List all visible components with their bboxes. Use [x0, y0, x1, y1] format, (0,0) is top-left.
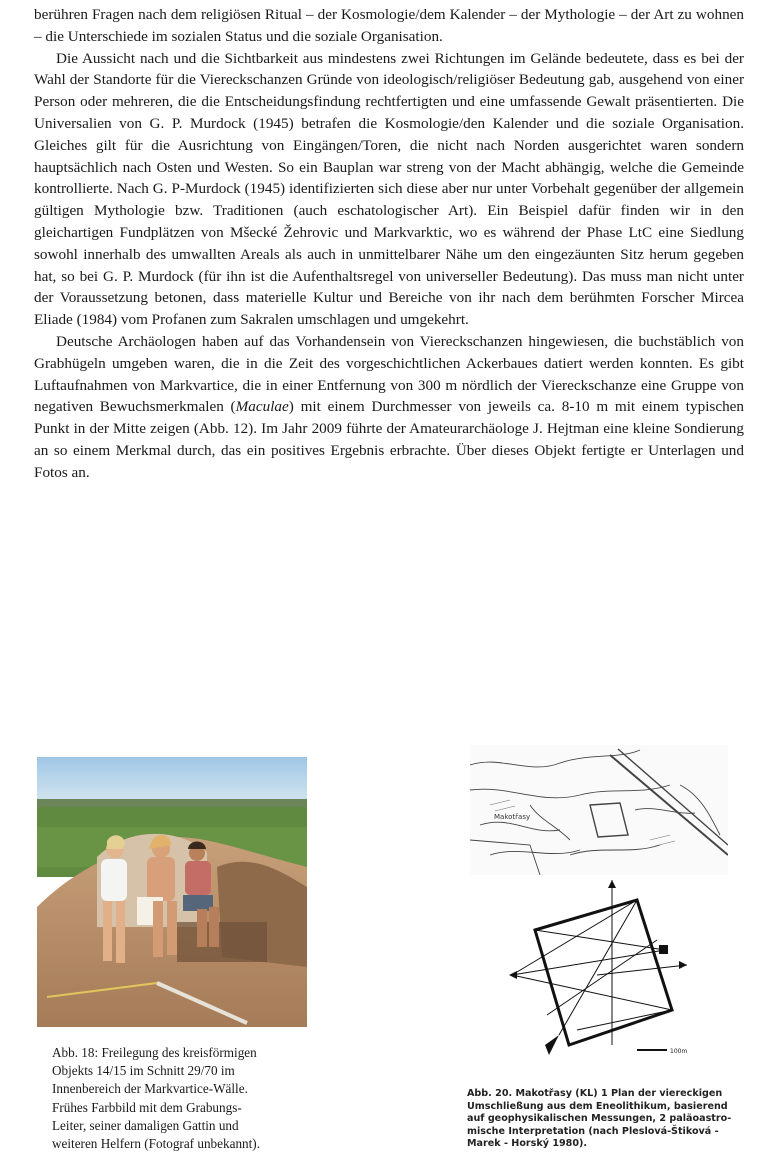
paragraph-3-part-b: ) mit einem Durchmesser von jeweils ca. 8-10 m mit einem typischen Punkt in der Mitte zeigen (Abb. 12). Im Jahr 2009 führte der Amateurarchäologe J. Hejtman eine kleine Sondierung an so einem Merkmal durch, das ein positives Ergebnis erbrachte. Über dieses Objekt fertigte er Unterlagen und Fotos an.: [34, 398, 744, 481]
figure-20-caption: [467, 1088, 752, 1151]
figure-18-caption: [52, 1044, 322, 1153]
body-text: [34, 4, 744, 484]
caption-line: mische Interpretation (nach Pleslová-Štiková -: [467, 1125, 719, 1137]
site-map: [470, 745, 728, 875]
caption-line: Objekts 14/15 im Schnitt 29/70 im: [52, 1063, 235, 1079]
caption-line: Abb. 18: Freilegung des kreisförmigen: [52, 1045, 257, 1060]
map-label: Makotřasy: [494, 813, 531, 821]
caption-line: Innenbereich der Markvartice-Wälle.: [52, 1081, 248, 1097]
excavation-photo: [37, 757, 307, 1027]
enclosure-plan: [487, 880, 717, 1070]
caption-line: auf geophysikalischen Messungen, 2 paläoastro-: [467, 1113, 732, 1125]
scale-label: 100m: [670, 1048, 688, 1055]
paragraph-1: berühren Fragen nach dem religiösen Ritual – der Kosmologie/dem Kalender – der Mythologie – der Art zu wohnen – die Unterschiede im sozialen Status und die soziale Organisation.: [34, 6, 744, 45]
caption-line: Marek - Horský 1980).: [467, 1138, 588, 1150]
caption-line: weiteren Helfern (Fotograf unbekannt).: [52, 1136, 260, 1152]
paragraph-2: Die Aussicht nach und die Sichtbarkeit aus mindestens zwei Richtungen im Gelände bedeutete, dass es bei der Wahl der Standorte für die Viereckschanzen Gründe von ideologisch/religiöser Bedeutung gab, ausgehend von einer Person oder mehreren, die die Entscheidungsfindung rechtfertigten und eine umfassende Gewalt präsentierten. Die Universalien von G. P. Murdock (1945) betrafen die Kosmologie/den Kalender und die soziale Organisation. Gleiches gilt für die Ausrichtung von Eingängen/Toren, die nicht nach Norden ausgerichtet waren sondern hauptsächlich nach Osten und Westen. So ein Bauplan war streng von der Macht abhängig, welche die Gemeinde kontrollierte. Nach G. P-Murdock (1945) identifizierten sich diese aber nur unter Vorbehalt gegenüber der allgemein gültigen Mythologie bzw. Traditionen (auch eschatologischer Art). Ein Beispiel dafür finden wir in den gleichartigen Fundplätzen von Mšecké Žehrovic und Markvarktic, wo es während der Phase LtC eine Siedlung sowohl innerhalb des umwallten Areals als auch in unmittelbarer Nähe um den eingezäunten Sitz herum gegeben hat, so bei G. P. Murdock (für ihn ist die Aufenthaltsregel von universeller Bedeutung). Das muss man nicht unter der Voraussetzung betonen, dass materielle Kultur und Bereiche von ihr nach dem berühmten Forscher Mircea Eliade (1984) vom Profanen zum Sakralen umschlagen und umgekehrt.: [34, 49, 744, 329]
caption-line: Frühes Farbbild mit dem Grabungs-: [52, 1099, 242, 1115]
maculae-term: Maculae: [235, 398, 289, 416]
paragraph-3: [34, 331, 744, 484]
caption-line: Abb. 20. Makotřasy (KL) 1 Plan der viereckigen: [467, 1088, 723, 1099]
caption-line: Leiter, seiner damaligen Gattin und: [52, 1117, 239, 1133]
caption-line: Umschließung aus dem Eneolithikum, basierend: [467, 1100, 728, 1112]
paragraph-3-part-a: Deutsche Archäologen haben auf das Vorhandensein von Viereckschanzen hingewiesen, die buchstäblich von Grabhügeln umgeben waren, die in die Zeit des vorgeschichtlichen Ackerbaues datiert werden konnten. Es gibt Luftaufnahmen von Markvartice, die in einer Entfernung von 300 m nördlich der Viereckschanze eine Gruppe von negativen Bewuchsmerkmalen (: [34, 332, 744, 416]
